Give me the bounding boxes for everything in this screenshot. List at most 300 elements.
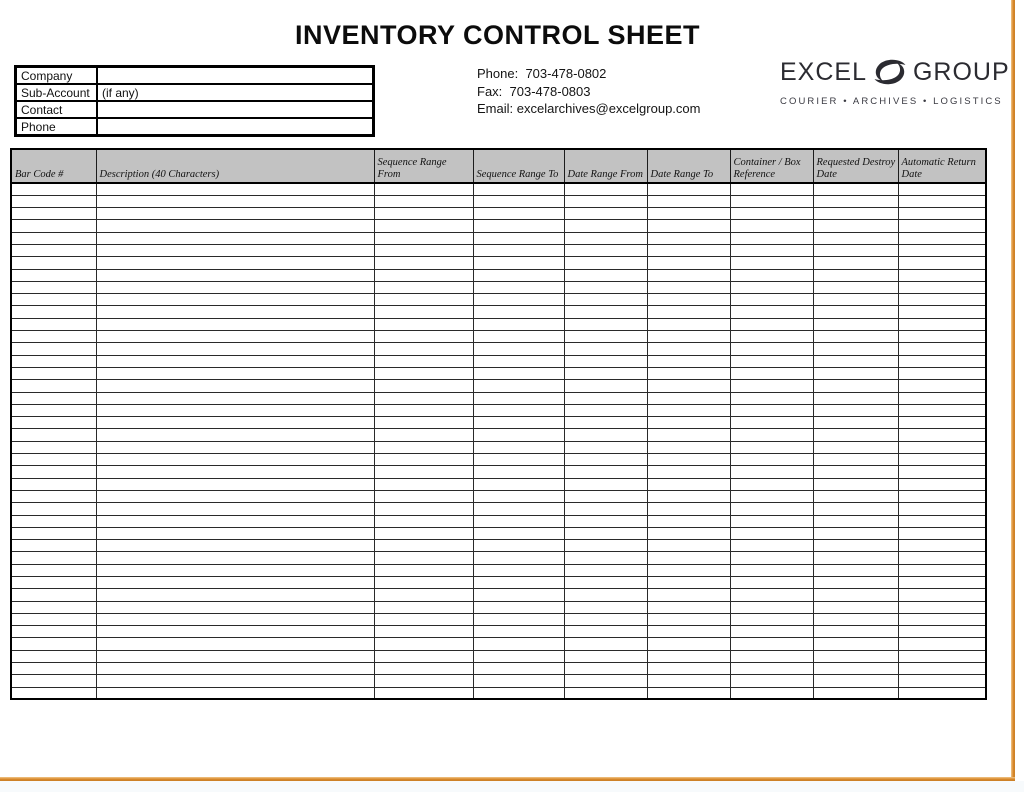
table-cell[interactable] — [898, 564, 986, 576]
table-cell[interactable] — [473, 675, 564, 687]
table-cell[interactable] — [374, 417, 473, 429]
table-cell[interactable] — [730, 466, 813, 478]
table-cell[interactable] — [473, 281, 564, 293]
table-cell[interactable] — [11, 404, 96, 416]
table-cell[interactable] — [813, 687, 898, 699]
table-cell[interactable] — [813, 195, 898, 207]
table-cell[interactable] — [898, 331, 986, 343]
table-cell[interactable] — [473, 183, 564, 195]
table-cell[interactable] — [374, 257, 473, 269]
table-cell[interactable] — [647, 564, 730, 576]
table-cell[interactable] — [813, 454, 898, 466]
table-cell[interactable] — [564, 515, 647, 527]
table-cell[interactable] — [564, 318, 647, 330]
table-cell[interactable] — [898, 663, 986, 675]
table-cell[interactable] — [473, 441, 564, 453]
table-cell[interactable] — [11, 663, 96, 675]
table-cell[interactable] — [96, 429, 374, 441]
table-cell[interactable] — [898, 306, 986, 318]
table-cell[interactable] — [374, 343, 473, 355]
table-cell[interactable] — [730, 232, 813, 244]
table-cell[interactable] — [898, 380, 986, 392]
table-cell[interactable] — [11, 552, 96, 564]
table-cell[interactable] — [647, 650, 730, 662]
table-cell[interactable] — [647, 220, 730, 232]
table-cell[interactable] — [730, 367, 813, 379]
table-cell[interactable] — [564, 527, 647, 539]
table-cell[interactable] — [473, 552, 564, 564]
table-cell[interactable] — [96, 503, 374, 515]
table-cell[interactable] — [898, 269, 986, 281]
table-cell[interactable] — [374, 687, 473, 699]
table-cell[interactable] — [374, 392, 473, 404]
table-cell[interactable] — [96, 638, 374, 650]
table-cell[interactable] — [647, 208, 730, 220]
table-cell[interactable] — [473, 601, 564, 613]
table-cell[interactable] — [374, 269, 473, 281]
table-cell[interactable] — [730, 577, 813, 589]
table-cell[interactable] — [813, 257, 898, 269]
table-cell[interactable] — [374, 355, 473, 367]
table-cell[interactable] — [730, 601, 813, 613]
table-cell[interactable] — [898, 367, 986, 379]
table-cell[interactable] — [11, 675, 96, 687]
table-cell[interactable] — [898, 392, 986, 404]
table-cell[interactable] — [374, 527, 473, 539]
table-cell[interactable] — [473, 367, 564, 379]
table-cell[interactable] — [374, 540, 473, 552]
table-cell[interactable] — [647, 552, 730, 564]
table-cell[interactable] — [730, 675, 813, 687]
table-cell[interactable] — [730, 220, 813, 232]
table-cell[interactable] — [11, 527, 96, 539]
table-cell[interactable] — [96, 515, 374, 527]
table-cell[interactable] — [96, 183, 374, 195]
table-cell[interactable] — [564, 552, 647, 564]
table-cell[interactable] — [730, 540, 813, 552]
table-cell[interactable] — [898, 478, 986, 490]
table-cell[interactable] — [898, 417, 986, 429]
table-cell[interactable] — [730, 503, 813, 515]
table-cell[interactable] — [730, 306, 813, 318]
table-cell[interactable] — [96, 257, 374, 269]
table-cell[interactable] — [898, 355, 986, 367]
table-cell[interactable] — [564, 306, 647, 318]
table-cell[interactable] — [647, 257, 730, 269]
table-cell[interactable] — [374, 601, 473, 613]
table-cell[interactable] — [564, 564, 647, 576]
table-cell[interactable] — [473, 527, 564, 539]
table-cell[interactable] — [11, 331, 96, 343]
table-cell[interactable] — [647, 515, 730, 527]
table-cell[interactable] — [647, 404, 730, 416]
table-cell[interactable] — [473, 355, 564, 367]
table-cell[interactable] — [564, 183, 647, 195]
table-cell[interactable] — [898, 466, 986, 478]
table-cell[interactable] — [11, 564, 96, 576]
table-cell[interactable] — [647, 663, 730, 675]
table-cell[interactable] — [647, 478, 730, 490]
table-cell[interactable] — [473, 503, 564, 515]
table-cell[interactable] — [564, 244, 647, 256]
table-cell[interactable] — [96, 232, 374, 244]
table-cell[interactable] — [96, 195, 374, 207]
table-cell[interactable] — [374, 441, 473, 453]
table-cell[interactable] — [647, 355, 730, 367]
table-cell[interactable] — [730, 294, 813, 306]
table-cell[interactable] — [473, 294, 564, 306]
table-cell[interactable] — [96, 490, 374, 502]
table-cell[interactable] — [898, 650, 986, 662]
table-cell[interactable] — [647, 441, 730, 453]
sub-account-field[interactable]: (if any) — [97, 84, 373, 101]
table-cell[interactable] — [813, 601, 898, 613]
table-cell[interactable] — [813, 417, 898, 429]
table-cell[interactable] — [11, 589, 96, 601]
table-cell[interactable] — [564, 613, 647, 625]
table-cell[interactable] — [564, 281, 647, 293]
table-cell[interactable] — [813, 281, 898, 293]
table-cell[interactable] — [374, 429, 473, 441]
table-cell[interactable] — [898, 208, 986, 220]
table-cell[interactable] — [813, 515, 898, 527]
table-cell[interactable] — [898, 638, 986, 650]
table-cell[interactable] — [647, 417, 730, 429]
table-cell[interactable] — [813, 650, 898, 662]
table-cell[interactable] — [564, 257, 647, 269]
table-cell[interactable] — [11, 417, 96, 429]
table-cell[interactable] — [564, 195, 647, 207]
table-cell[interactable] — [96, 577, 374, 589]
table-cell[interactable] — [374, 306, 473, 318]
table-cell[interactable] — [11, 244, 96, 256]
table-cell[interactable] — [647, 380, 730, 392]
table-cell[interactable] — [564, 380, 647, 392]
table-cell[interactable] — [11, 367, 96, 379]
table-cell[interactable] — [374, 663, 473, 675]
table-cell[interactable] — [473, 466, 564, 478]
table-cell[interactable] — [96, 675, 374, 687]
table-cell[interactable] — [473, 392, 564, 404]
table-cell[interactable] — [813, 478, 898, 490]
table-cell[interactable] — [96, 380, 374, 392]
table-cell[interactable] — [813, 331, 898, 343]
table-cell[interactable] — [473, 663, 564, 675]
table-cell[interactable] — [813, 441, 898, 453]
table-cell[interactable] — [11, 540, 96, 552]
table-cell[interactable] — [11, 577, 96, 589]
table-cell[interactable] — [96, 367, 374, 379]
table-cell[interactable] — [647, 306, 730, 318]
table-cell[interactable] — [96, 343, 374, 355]
table-cell[interactable] — [647, 601, 730, 613]
table-cell[interactable] — [898, 601, 986, 613]
table-cell[interactable] — [647, 232, 730, 244]
table-cell[interactable] — [374, 208, 473, 220]
table-cell[interactable] — [813, 577, 898, 589]
table-cell[interactable] — [374, 454, 473, 466]
table-cell[interactable] — [647, 281, 730, 293]
table-cell[interactable] — [730, 244, 813, 256]
table-cell[interactable] — [374, 675, 473, 687]
table-cell[interactable] — [813, 208, 898, 220]
table-cell[interactable] — [730, 318, 813, 330]
table-cell[interactable] — [374, 294, 473, 306]
table-cell[interactable] — [96, 564, 374, 576]
phone-field[interactable] — [97, 118, 373, 135]
table-cell[interactable] — [374, 318, 473, 330]
table-cell[interactable] — [647, 527, 730, 539]
table-cell[interactable] — [730, 650, 813, 662]
table-cell[interactable] — [96, 613, 374, 625]
table-cell[interactable] — [813, 244, 898, 256]
table-cell[interactable] — [647, 638, 730, 650]
table-cell[interactable] — [813, 564, 898, 576]
table-cell[interactable] — [374, 515, 473, 527]
table-cell[interactable] — [473, 540, 564, 552]
table-cell[interactable] — [374, 552, 473, 564]
table-cell[interactable] — [564, 429, 647, 441]
table-cell[interactable] — [374, 281, 473, 293]
table-cell[interactable] — [11, 441, 96, 453]
table-cell[interactable] — [11, 490, 96, 502]
table-cell[interactable] — [730, 663, 813, 675]
table-cell[interactable] — [11, 687, 96, 699]
table-cell[interactable] — [96, 294, 374, 306]
table-cell[interactable] — [564, 441, 647, 453]
table-cell[interactable] — [374, 244, 473, 256]
table-cell[interactable] — [96, 306, 374, 318]
table-cell[interactable] — [647, 687, 730, 699]
table-cell[interactable] — [813, 552, 898, 564]
table-cell[interactable] — [647, 466, 730, 478]
table-cell[interactable] — [647, 195, 730, 207]
table-cell[interactable] — [473, 208, 564, 220]
table-cell[interactable] — [374, 564, 473, 576]
table-cell[interactable] — [813, 527, 898, 539]
table-cell[interactable] — [898, 626, 986, 638]
table-cell[interactable] — [813, 183, 898, 195]
table-cell[interactable] — [473, 331, 564, 343]
table-cell[interactable] — [96, 478, 374, 490]
table-cell[interactable] — [11, 294, 96, 306]
table-cell[interactable] — [11, 601, 96, 613]
table-cell[interactable] — [96, 208, 374, 220]
table-cell[interactable] — [564, 392, 647, 404]
table-cell[interactable] — [564, 331, 647, 343]
table-cell[interactable] — [730, 380, 813, 392]
table-cell[interactable] — [473, 343, 564, 355]
table-cell[interactable] — [374, 380, 473, 392]
table-cell[interactable] — [11, 269, 96, 281]
table-cell[interactable] — [730, 515, 813, 527]
table-cell[interactable] — [374, 613, 473, 625]
table-cell[interactable] — [96, 589, 374, 601]
table-cell[interactable] — [473, 589, 564, 601]
table-cell[interactable] — [898, 318, 986, 330]
table-cell[interactable] — [730, 527, 813, 539]
table-cell[interactable] — [564, 638, 647, 650]
table-cell[interactable] — [96, 552, 374, 564]
table-cell[interactable] — [11, 220, 96, 232]
table-cell[interactable] — [898, 490, 986, 502]
table-cell[interactable] — [374, 650, 473, 662]
table-cell[interactable] — [564, 650, 647, 662]
table-cell[interactable] — [473, 380, 564, 392]
table-cell[interactable] — [96, 454, 374, 466]
table-cell[interactable] — [647, 244, 730, 256]
table-cell[interactable] — [473, 687, 564, 699]
table-cell[interactable] — [647, 331, 730, 343]
table-cell[interactable] — [730, 183, 813, 195]
table-cell[interactable] — [96, 441, 374, 453]
table-cell[interactable] — [374, 626, 473, 638]
table-cell[interactable] — [96, 269, 374, 281]
table-cell[interactable] — [898, 441, 986, 453]
table-cell[interactable] — [813, 355, 898, 367]
table-cell[interactable] — [647, 343, 730, 355]
table-cell[interactable] — [11, 478, 96, 490]
table-cell[interactable] — [564, 589, 647, 601]
table-cell[interactable] — [813, 540, 898, 552]
table-cell[interactable] — [813, 503, 898, 515]
table-cell[interactable] — [11, 638, 96, 650]
table-cell[interactable] — [730, 429, 813, 441]
table-cell[interactable] — [96, 663, 374, 675]
table-cell[interactable] — [564, 367, 647, 379]
table-cell[interactable] — [647, 503, 730, 515]
table-cell[interactable] — [898, 429, 986, 441]
table-cell[interactable] — [647, 613, 730, 625]
table-cell[interactable] — [898, 503, 986, 515]
table-cell[interactable] — [96, 220, 374, 232]
table-cell[interactable] — [96, 417, 374, 429]
table-cell[interactable] — [564, 503, 647, 515]
table-cell[interactable] — [564, 294, 647, 306]
table-cell[interactable] — [813, 306, 898, 318]
table-cell[interactable] — [473, 257, 564, 269]
table-cell[interactable] — [96, 650, 374, 662]
table-cell[interactable] — [11, 392, 96, 404]
table-cell[interactable] — [96, 540, 374, 552]
table-cell[interactable] — [898, 404, 986, 416]
table-cell[interactable] — [564, 208, 647, 220]
table-cell[interactable] — [898, 527, 986, 539]
table-cell[interactable] — [898, 244, 986, 256]
table-cell[interactable] — [11, 183, 96, 195]
table-cell[interactable] — [473, 564, 564, 576]
table-cell[interactable] — [564, 232, 647, 244]
table-cell[interactable] — [730, 552, 813, 564]
table-cell[interactable] — [11, 257, 96, 269]
table-cell[interactable] — [96, 687, 374, 699]
table-cell[interactable] — [96, 244, 374, 256]
table-cell[interactable] — [96, 331, 374, 343]
table-cell[interactable] — [813, 404, 898, 416]
table-cell[interactable] — [374, 183, 473, 195]
table-cell[interactable] — [647, 367, 730, 379]
table-cell[interactable] — [473, 306, 564, 318]
table-cell[interactable] — [374, 589, 473, 601]
table-cell[interactable] — [564, 478, 647, 490]
table-cell[interactable] — [813, 318, 898, 330]
table-cell[interactable] — [473, 613, 564, 625]
table-cell[interactable] — [898, 220, 986, 232]
table-cell[interactable] — [813, 232, 898, 244]
table-cell[interactable] — [647, 675, 730, 687]
table-cell[interactable] — [11, 380, 96, 392]
table-cell[interactable] — [473, 577, 564, 589]
table-cell[interactable] — [730, 343, 813, 355]
table-cell[interactable] — [473, 626, 564, 638]
table-cell[interactable] — [813, 220, 898, 232]
table-cell[interactable] — [473, 478, 564, 490]
table-cell[interactable] — [813, 626, 898, 638]
table-cell[interactable] — [813, 638, 898, 650]
table-cell[interactable] — [730, 441, 813, 453]
table-cell[interactable] — [564, 454, 647, 466]
table-cell[interactable] — [11, 626, 96, 638]
table-cell[interactable] — [473, 417, 564, 429]
table-cell[interactable] — [374, 466, 473, 478]
table-cell[interactable] — [813, 269, 898, 281]
table-cell[interactable] — [374, 638, 473, 650]
table-cell[interactable] — [898, 540, 986, 552]
table-cell[interactable] — [473, 318, 564, 330]
table-cell[interactable] — [730, 626, 813, 638]
table-cell[interactable] — [730, 638, 813, 650]
table-cell[interactable] — [898, 281, 986, 293]
table-cell[interactable] — [11, 208, 96, 220]
table-cell[interactable] — [564, 687, 647, 699]
table-cell[interactable] — [473, 244, 564, 256]
table-cell[interactable] — [473, 650, 564, 662]
table-cell[interactable] — [898, 195, 986, 207]
table-cell[interactable] — [96, 601, 374, 613]
table-cell[interactable] — [730, 490, 813, 502]
table-cell[interactable] — [730, 355, 813, 367]
table-cell[interactable] — [564, 269, 647, 281]
table-cell[interactable] — [730, 478, 813, 490]
table-cell[interactable] — [898, 613, 986, 625]
table-cell[interactable] — [898, 343, 986, 355]
table-cell[interactable] — [898, 454, 986, 466]
table-cell[interactable] — [564, 490, 647, 502]
table-cell[interactable] — [374, 404, 473, 416]
table-cell[interactable] — [374, 490, 473, 502]
table-cell[interactable] — [647, 490, 730, 502]
table-cell[interactable] — [473, 404, 564, 416]
table-cell[interactable] — [813, 343, 898, 355]
table-cell[interactable] — [96, 281, 374, 293]
table-cell[interactable] — [374, 367, 473, 379]
table-cell[interactable] — [11, 281, 96, 293]
table-cell[interactable] — [374, 503, 473, 515]
table-cell[interactable] — [473, 454, 564, 466]
table-cell[interactable] — [11, 306, 96, 318]
table-cell[interactable] — [374, 331, 473, 343]
table-cell[interactable] — [647, 318, 730, 330]
table-cell[interactable] — [647, 429, 730, 441]
table-cell[interactable] — [898, 183, 986, 195]
table-cell[interactable] — [11, 613, 96, 625]
company-field[interactable] — [97, 67, 373, 84]
table-cell[interactable] — [473, 220, 564, 232]
table-cell[interactable] — [374, 195, 473, 207]
table-cell[interactable] — [898, 589, 986, 601]
table-cell[interactable] — [813, 392, 898, 404]
table-cell[interactable] — [564, 220, 647, 232]
